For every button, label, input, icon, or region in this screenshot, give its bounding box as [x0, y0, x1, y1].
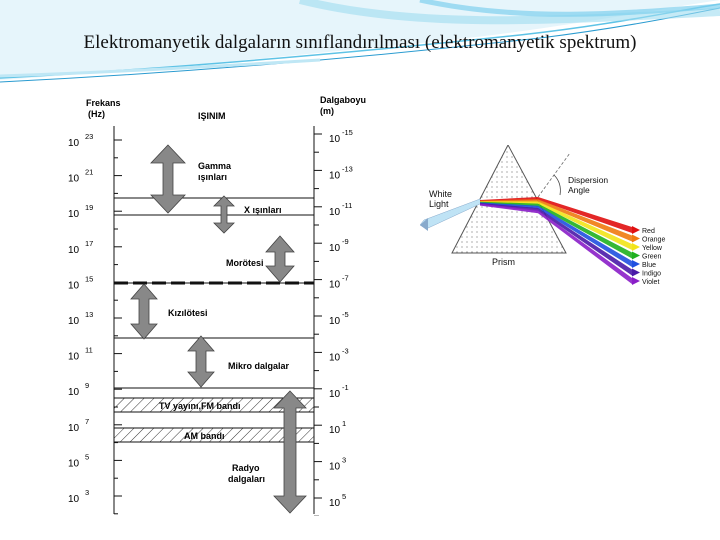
- wavelength-tick-label: 10: [329, 425, 341, 437]
- wavelength-tick-exponent: 1: [342, 419, 347, 429]
- wavelength-tick-label: 10: [329, 134, 341, 145]
- wavelength-tick-label: 10: [329, 352, 341, 364]
- morotesi-arrow: [266, 236, 294, 282]
- wavelength-tick-exponent: -3: [342, 346, 349, 356]
- gamma-arrow: [151, 145, 185, 213]
- ray-arrowhead: [632, 243, 640, 251]
- color-label-orange: Orange: [642, 236, 666, 244]
- kizilotesi-label: Kızılötesi: [168, 308, 208, 318]
- wavelength-tick-exponent: -13: [342, 164, 353, 174]
- wavelength-tick-label: 10: [329, 316, 341, 327]
- slide-title: Elektromanyetik dalgaların sınıflandırılması (elektromanyetik spektrum): [83, 32, 637, 53]
- wavelength-tick-label: 10: [329, 279, 341, 291]
- wavelength-tick-label: 10: [329, 243, 341, 255]
- wavelength-tick-label: 10: [329, 388, 341, 400]
- microwave-label: Mikro dalgalar: [228, 361, 290, 371]
- prism-diagram: [420, 145, 675, 285]
- white-light-label: White Light: [429, 189, 453, 209]
- dispersion-angle-arc: [554, 175, 560, 195]
- wavelength-tick-label: 10: [329, 498, 341, 509]
- frequency-tick-label: 10: [68, 422, 80, 434]
- frequency-tick-label: 10: [68, 316, 80, 327]
- tv-fm-label: TV yayını,FM bandı: [159, 401, 241, 411]
- frequency-tick-exponent: 9: [85, 381, 90, 391]
- color-label-green: Green: [642, 253, 662, 261]
- wavelength-tick-exponent: -15: [342, 128, 353, 137]
- color-label-red: Red: [642, 228, 655, 235]
- ray-arrowhead: [632, 226, 640, 234]
- wavelength-tick-label: 10: [329, 206, 341, 218]
- frequency-tick-exponent: 7: [85, 416, 90, 426]
- wavelength-tick-exponent: -11: [342, 200, 353, 210]
- spectrum-diagram: [58, 88, 383, 516]
- wavelength-tick-exponent: 5: [342, 492, 347, 501]
- microwave-arrow: [188, 336, 214, 387]
- gamma-label: Gamma ışınları: [198, 161, 232, 182]
- wavelength-tick-exponent: -9: [342, 237, 349, 247]
- wavelength-ticks: [314, 128, 353, 516]
- dispersion-angle-label: Dispersion Angle: [568, 175, 609, 195]
- ray-arrowhead: [632, 252, 640, 260]
- color-label-yellow: Yellow: [642, 245, 662, 252]
- am-label: AM bandı: [184, 431, 225, 441]
- frequency-tick-exponent: 21: [85, 167, 94, 177]
- morotesi-label: Morötesi: [226, 258, 264, 268]
- kizilotesi-arrow: [131, 284, 157, 339]
- wavelength-tick-exponent: -1: [342, 382, 349, 392]
- xray-label: X ışınları: [244, 205, 282, 215]
- color-label-violet: Violet: [642, 279, 660, 285]
- frequency-tick-exponent: 19: [85, 203, 94, 213]
- ray-arrowhead: [632, 277, 640, 285]
- frequency-tick-label: 10: [68, 280, 80, 292]
- wavelength-tick-exponent: -5: [342, 310, 349, 319]
- wavelength-tick-label: 10: [329, 170, 341, 182]
- frequency-tick-exponent: 15: [85, 274, 94, 284]
- frequency-tick-label: 10: [68, 494, 80, 505]
- wavelength-tick-exponent: 3: [342, 455, 347, 465]
- radiation-header: IŞINIM: [198, 111, 226, 121]
- frequency-header: Frekans (Hz): [86, 98, 121, 119]
- band-arrows: [131, 145, 306, 513]
- frequency-tick-label: 10: [68, 458, 80, 470]
- ray-arrowhead: [632, 235, 640, 243]
- ray-arrowhead: [632, 260, 640, 268]
- frequency-tick-exponent: 23: [85, 132, 94, 141]
- frequency-tick-exponent: 13: [85, 310, 94, 319]
- frequency-tick-exponent: 5: [85, 452, 90, 462]
- frequency-tick-exponent: 3: [85, 488, 90, 497]
- frequency-tick-label: 10: [68, 351, 80, 363]
- wavelength-header: Dalgaboyu (m): [320, 95, 367, 116]
- frequency-tick-exponent: 17: [85, 238, 94, 248]
- prism-label: Prism: [492, 257, 515, 267]
- frequency-tick-label: 10: [68, 173, 80, 185]
- color-labels: [642, 228, 665, 285]
- frequency-tick-label: 10: [68, 138, 80, 149]
- frequency-tick-label: 10: [68, 244, 80, 256]
- wavelength-tick-exponent: -7: [342, 273, 349, 283]
- color-label-indigo: Indigo: [642, 270, 662, 278]
- frequency-tick-exponent: 11: [85, 345, 93, 355]
- wavelength-tick-label: 10: [329, 461, 341, 473]
- frequency-tick-label: 10: [68, 387, 80, 399]
- color-label-blue: Blue: [642, 262, 657, 269]
- radio-label: Radyo dalgaları: [228, 463, 266, 484]
- frequency-tick-label: 10: [68, 209, 80, 221]
- ray-arrowhead: [632, 269, 640, 277]
